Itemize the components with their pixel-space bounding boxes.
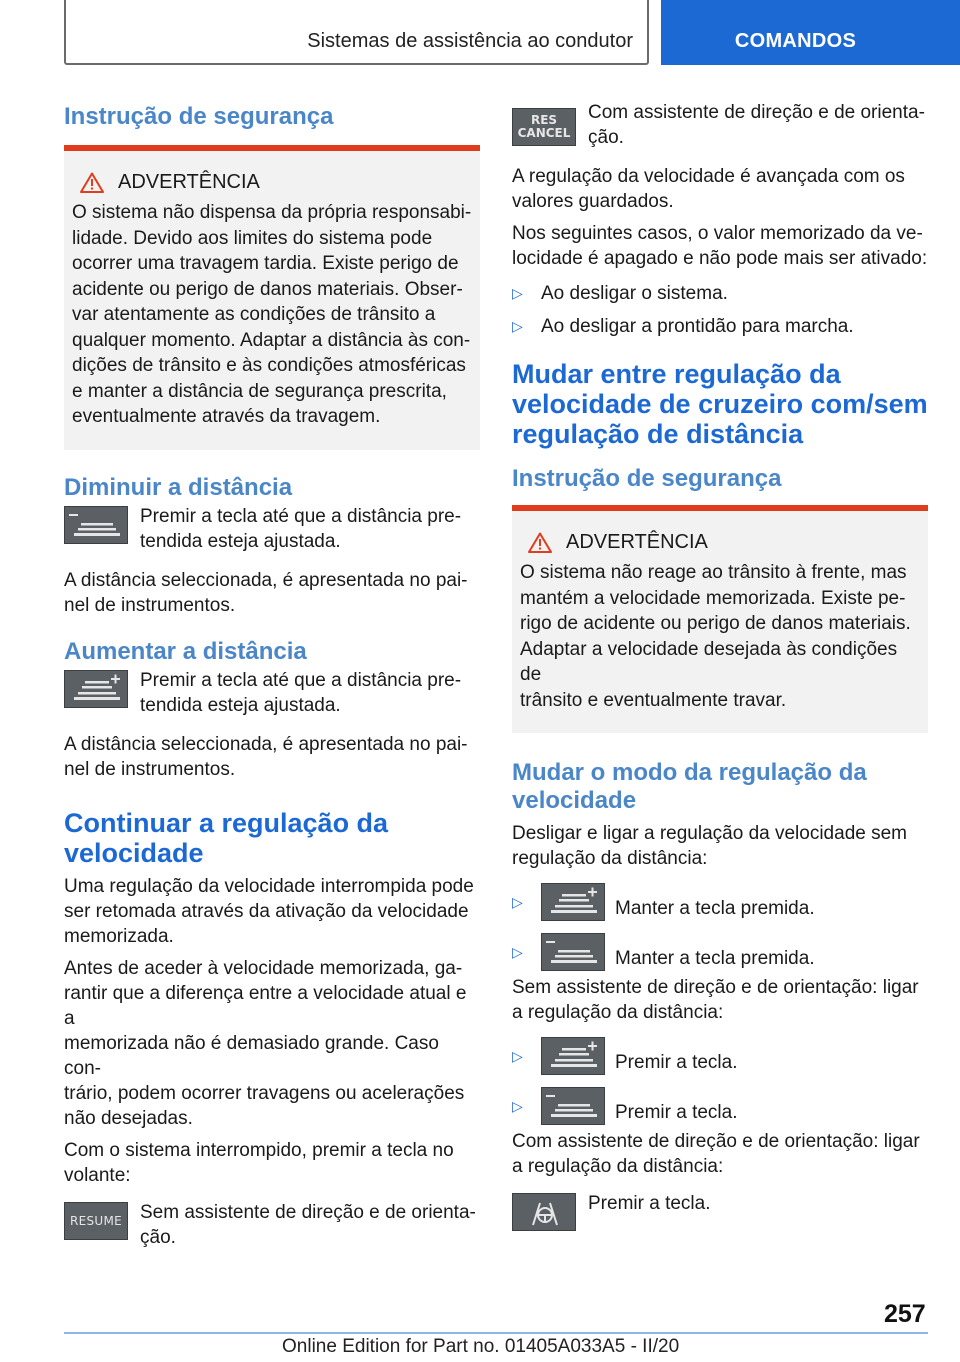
bullet-triangle-icon: ▷ [512, 943, 523, 960]
distance-decrease-key-icon [541, 933, 605, 971]
safety-heading: Instrução de segurança [64, 103, 334, 130]
distance-decrease-key-icon [64, 506, 128, 544]
warning-box [64, 145, 480, 450]
footer-edition: Online Edition for Part no. 01405A033A5 - II/20 [282, 1336, 680, 1357]
distance-increase-key-icon [64, 670, 128, 708]
list-item: ▷ Premir a tecla. [512, 1037, 928, 1075]
list-item: ▷ Ao desligar o sistema. [512, 283, 728, 304]
bullet-triangle-icon: ▷ [512, 1097, 523, 1114]
list-item: ▷ Manter a tecla premida. [512, 933, 928, 971]
warning-triangle-icon [528, 532, 552, 553]
mode-paragraph-3: Com assistente de direção e de orientação: ligar a regulação da distância: [512, 1131, 920, 1177]
bullet-triangle-icon: ▷ [512, 893, 523, 910]
decrease-distance-heading: Diminuir a distância [64, 473, 293, 501]
steering-assistant-key-icon [512, 1193, 576, 1231]
left-column [64, 100, 480, 1258]
res-cancel-key-text: Com assistente de direção e de orienta- ção. [588, 102, 925, 148]
continue-paragraph-1: Uma regulação da velocidade interrompida pode ser retomada através da ativação da velocidade memorizada. [64, 875, 474, 947]
increase-key-text: Premir a tecla até que a distância pre- tendida esteja ajustada. [140, 669, 462, 716]
list-item: ▷ Manter a tecla premida. [512, 883, 928, 921]
warning-text: O sistema não dispensa da própria responsabi- lidade. Devido aos limites do sistema pode ocorrer uma travagem tardia. Existe perigo de acidente ou perigo de danos materiais. Obser- var atentamente as condições de trânsito a qualquer momento. Adaptar a distância às con- dições de trânsito e às condições atmosféricas e manter a distância de segurança prescrita, eventualmente através da travagem. [72, 202, 472, 427]
bullet-triangle-icon: ▷ [512, 1047, 523, 1064]
final-key-text: Premir a tecla. [588, 1193, 711, 1214]
resume-key-icon: RESUME [64, 1202, 128, 1240]
switch-mode-heading: Mudar entre regulação da velocidade de cruzeiro com/sem regulação de distância [512, 359, 928, 449]
increase-distance-heading: Aumentar a distância [64, 637, 307, 665]
continue-paragraph-3: Com o sistema interrompido, premir a tecla no volante: [64, 1139, 454, 1186]
list-item: ▷ Premir a tecla. [512, 1087, 928, 1125]
warning-label: ADVERTÊNCIA [566, 531, 708, 553]
bullet-triangle-icon: ▷ [512, 285, 523, 301]
continue-paragraph-2: Antes de aceder à velocidade memorizada, ga- rantir que a diferença entre a velocidade atual e a memorizada não é demasiado grande. Caso con- trário, podem ocorrer travagens ou acelerações não desejadas. [64, 957, 467, 1129]
distance-decrease-key-icon [541, 1087, 605, 1125]
warning-box-2 [512, 505, 928, 733]
distance-increase-key-icon [541, 883, 605, 921]
increase-note: A distância seleccionada, é apresentada no pai- nel de instrumentos. [64, 733, 468, 780]
resume-key-text: Sem assistente de direção e de orienta- ção. [140, 1201, 476, 1248]
warning-text: O sistema não reage ao trânsito à frente, mas mantém a velocidade memorizada. Existe pe- rigo de acidente ou perigo de danos materiais. Adaptar a velocidade desejada às condições de trânsito e eventualmente travar. [520, 562, 911, 711]
header-section-box [64, 0, 649, 65]
warning-label: ADVERTÊNCIA [118, 171, 260, 193]
page-number: 257 [884, 1300, 926, 1328]
distance-increase-key-icon [541, 1037, 605, 1075]
list-item: ▷ Ao desligar a prontidão para marcha. [512, 316, 854, 337]
res-cancel-key-icon: RES CANCEL [512, 108, 576, 146]
continue-speed-heading: Continuar a regulação da velocidade [64, 807, 389, 868]
right-paragraph-2: Nos seguintes casos, o valor memorizado da ve- locidade é apagado e não pode mais ser ativado: [512, 223, 928, 269]
change-mode-heading: Mudar o modo da regulação da velocidade [512, 759, 867, 814]
mode-paragraph-1: Desligar e ligar a regulação da velocidade sem regulação da distância: [512, 823, 908, 869]
safety-heading-2: Instrução de segurança [512, 465, 782, 492]
header-tab-label: COMANDOS [734, 30, 857, 52]
header-tab-comandos[interactable] [661, 0, 960, 65]
warning-triangle-icon [80, 172, 104, 193]
right-paragraph-1: A regulação da velocidade é avançada com os valores guardados. [512, 166, 905, 212]
right-column [512, 100, 928, 1239]
bullet-triangle-icon: ▷ [512, 318, 523, 334]
decrease-note: A distância seleccionada, é apresentada no pai- nel de instrumentos. [64, 569, 468, 616]
decrease-key-text: Premir a tecla até que a distância pre- tendida esteja ajustada. [140, 505, 462, 552]
mode-paragraph-2: Sem assistente de direção e de orientação: ligar a regulação da distância: [512, 977, 919, 1023]
header-section-title: Sistemas de assistência ao condutor [307, 30, 633, 52]
footer-divider [64, 1332, 928, 1334]
